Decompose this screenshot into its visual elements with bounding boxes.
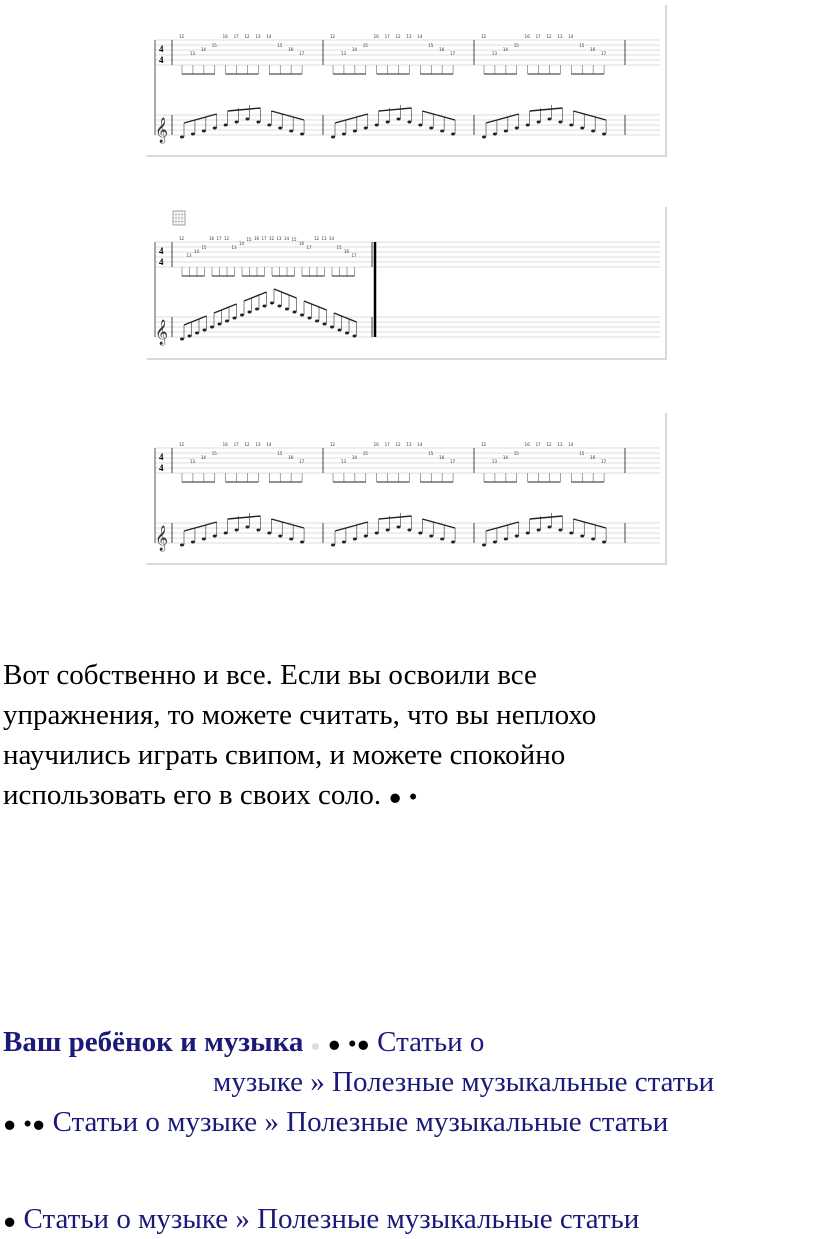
svg-text:16: 16 (590, 455, 596, 460)
svg-text:17: 17 (535, 34, 541, 39)
bullet-icon: ● (23, 1116, 33, 1132)
svg-text:13: 13 (491, 51, 498, 56)
useful-articles-link[interactable]: Полезные музыкальные статьи (286, 1106, 669, 1138)
svg-text:16: 16 (222, 442, 228, 447)
svg-text:12: 12 (179, 236, 185, 241)
svg-text:4: 4 (159, 452, 164, 462)
svg-text:14: 14 (266, 442, 272, 447)
svg-text:14: 14 (200, 455, 206, 460)
bullet-icon: ● (408, 789, 418, 805)
svg-text:15: 15 (291, 237, 297, 242)
svg-text:12: 12 (330, 34, 336, 39)
svg-text:13: 13 (491, 459, 498, 464)
svg-text:15: 15 (428, 451, 434, 456)
svg-text:17: 17 (450, 459, 456, 464)
svg-text:17: 17 (384, 442, 390, 447)
link-line-3 (3, 1104, 668, 1142)
svg-text:13: 13 (186, 253, 192, 258)
svg-text:4: 4 (159, 246, 164, 256)
svg-text:12: 12 (546, 34, 552, 39)
bullet-icon: ● (356, 1031, 370, 1057)
svg-text:13: 13 (189, 459, 196, 464)
svg-text:17: 17 (216, 236, 222, 241)
music-link[interactable]: музыке » (213, 1066, 325, 1098)
bullet-icon: ● (3, 1111, 17, 1137)
svg-text:14: 14 (351, 47, 357, 52)
paragraph-line-2: упражнения, то можете считать, что вы неплохо (3, 699, 597, 731)
svg-text:16: 16 (590, 47, 596, 52)
svg-text:15: 15 (277, 43, 283, 48)
svg-text:13: 13 (255, 442, 261, 447)
svg-text:𝄞: 𝄞 (155, 118, 169, 143)
svg-text:13: 13 (340, 51, 347, 56)
svg-text:14: 14 (284, 236, 290, 241)
heading-link[interactable]: Ваш ребёнок и музыка (3, 1026, 304, 1058)
bullet-icon: ● (348, 1036, 357, 1052)
svg-text:14: 14 (502, 47, 508, 52)
svg-text:17: 17 (299, 51, 305, 56)
svg-text:4: 4 (159, 55, 164, 65)
svg-text:14: 14 (266, 34, 272, 39)
svg-text:13: 13 (406, 442, 412, 447)
link-line-4 (3, 1201, 639, 1239)
svg-text:15: 15 (211, 43, 217, 48)
svg-text:17: 17 (351, 253, 357, 258)
svg-text:17: 17 (601, 51, 607, 56)
svg-text:16: 16 (439, 47, 445, 52)
svg-text:15: 15 (362, 43, 368, 48)
useful-articles-link[interactable]: Полезные музыкальные статьи (332, 1066, 715, 1098)
svg-text:16: 16 (299, 241, 305, 246)
svg-text:12: 12 (244, 442, 250, 447)
conclusion-paragraph (3, 655, 763, 817)
svg-text:16: 16 (524, 442, 530, 447)
svg-text:12: 12 (481, 34, 487, 39)
svg-text:16: 16 (288, 47, 294, 52)
svg-text:17: 17 (384, 34, 390, 39)
svg-text:14: 14 (417, 34, 423, 39)
svg-text:17: 17 (450, 51, 456, 56)
svg-text:4: 4 (159, 463, 164, 473)
svg-text:16: 16 (288, 455, 294, 460)
svg-text:16: 16 (344, 249, 350, 254)
svg-text:17: 17 (601, 459, 607, 464)
svg-text:17: 17 (261, 236, 267, 241)
articles-link[interactable]: Статьи о музыке » (52, 1106, 279, 1138)
svg-text:13: 13 (189, 51, 196, 56)
svg-text:12: 12 (179, 442, 185, 447)
articles-link[interactable]: Статьи о музыке » (23, 1203, 250, 1235)
svg-text:14: 14 (239, 241, 245, 246)
svg-text:14: 14 (568, 442, 574, 447)
svg-text:15: 15 (579, 451, 585, 456)
svg-text:12: 12 (395, 34, 401, 39)
svg-text:16: 16 (439, 455, 445, 460)
svg-text:12: 12 (330, 442, 336, 447)
tab-score-image-3 (147, 413, 667, 565)
svg-text:12: 12 (314, 236, 320, 241)
svg-text:13: 13 (340, 459, 347, 464)
svg-text:14: 14 (351, 455, 357, 460)
paragraph-line-4: использовать его в своих соло. (3, 779, 382, 811)
svg-text:17: 17 (233, 442, 239, 447)
paragraph-line-3: научились играть свипом, и можете спокойно (3, 739, 566, 771)
articles-link[interactable]: Статьи о (377, 1026, 485, 1058)
svg-text:15: 15 (277, 451, 283, 456)
tab-score-image-2 (147, 207, 667, 360)
svg-text:14: 14 (200, 47, 206, 52)
svg-text:17: 17 (306, 245, 312, 250)
svg-text:15: 15 (362, 451, 368, 456)
svg-text:16: 16 (524, 34, 530, 39)
svg-text:12: 12 (224, 236, 230, 241)
svg-text:15: 15 (513, 43, 519, 48)
paragraph-line-1: Вот собственно и все. Если вы освоили все (3, 659, 537, 691)
svg-text:15: 15 (513, 451, 519, 456)
svg-text:12: 12 (546, 442, 552, 447)
svg-text:14: 14 (417, 442, 423, 447)
bullet-icon: ● (388, 784, 402, 810)
svg-text:4: 4 (159, 257, 164, 267)
svg-text:16: 16 (254, 236, 260, 241)
bullet-icon: ● (3, 1208, 17, 1234)
svg-text:15: 15 (246, 237, 252, 242)
svg-text:13: 13 (557, 34, 563, 39)
link-line-1 (3, 1024, 484, 1065)
svg-text:14: 14 (329, 236, 335, 241)
svg-text:13: 13 (231, 245, 237, 250)
svg-text:14: 14 (568, 34, 574, 39)
svg-text:15: 15 (336, 245, 342, 250)
svg-text:𝄞: 𝄞 (155, 320, 169, 345)
svg-text:13: 13 (321, 236, 327, 241)
svg-text:12: 12 (481, 442, 487, 447)
svg-text:12: 12 (244, 34, 250, 39)
svg-text:17: 17 (535, 442, 541, 447)
useful-articles-link[interactable]: Полезные музыкальные статьи (257, 1203, 640, 1235)
svg-text:17: 17 (233, 34, 239, 39)
svg-text:15: 15 (579, 43, 585, 48)
svg-text:13: 13 (255, 34, 261, 39)
svg-text:17: 17 (299, 459, 305, 464)
svg-text:13: 13 (406, 34, 412, 39)
bullet-icon: ● (327, 1031, 341, 1057)
faint-dot-icon: ● (310, 1038, 321, 1055)
svg-text:13: 13 (276, 236, 282, 241)
svg-text:𝄞: 𝄞 (155, 526, 169, 551)
svg-text:12: 12 (179, 34, 185, 39)
svg-text:15: 15 (211, 451, 217, 456)
svg-text:14: 14 (194, 249, 200, 254)
link-line-2 (213, 1064, 714, 1100)
svg-text:15: 15 (428, 43, 434, 48)
svg-text:12: 12 (269, 236, 275, 241)
svg-text:15: 15 (201, 245, 207, 250)
svg-text:14: 14 (502, 455, 508, 460)
svg-text:13: 13 (557, 442, 563, 447)
svg-text:12: 12 (395, 442, 401, 447)
bullet-icon: ● (32, 1111, 46, 1137)
svg-text:4: 4 (159, 44, 164, 54)
svg-text:16: 16 (209, 236, 215, 241)
svg-text:16: 16 (373, 442, 379, 447)
svg-text:16: 16 (373, 34, 379, 39)
svg-text:16: 16 (222, 34, 228, 39)
tab-score-image-1 (147, 5, 667, 157)
